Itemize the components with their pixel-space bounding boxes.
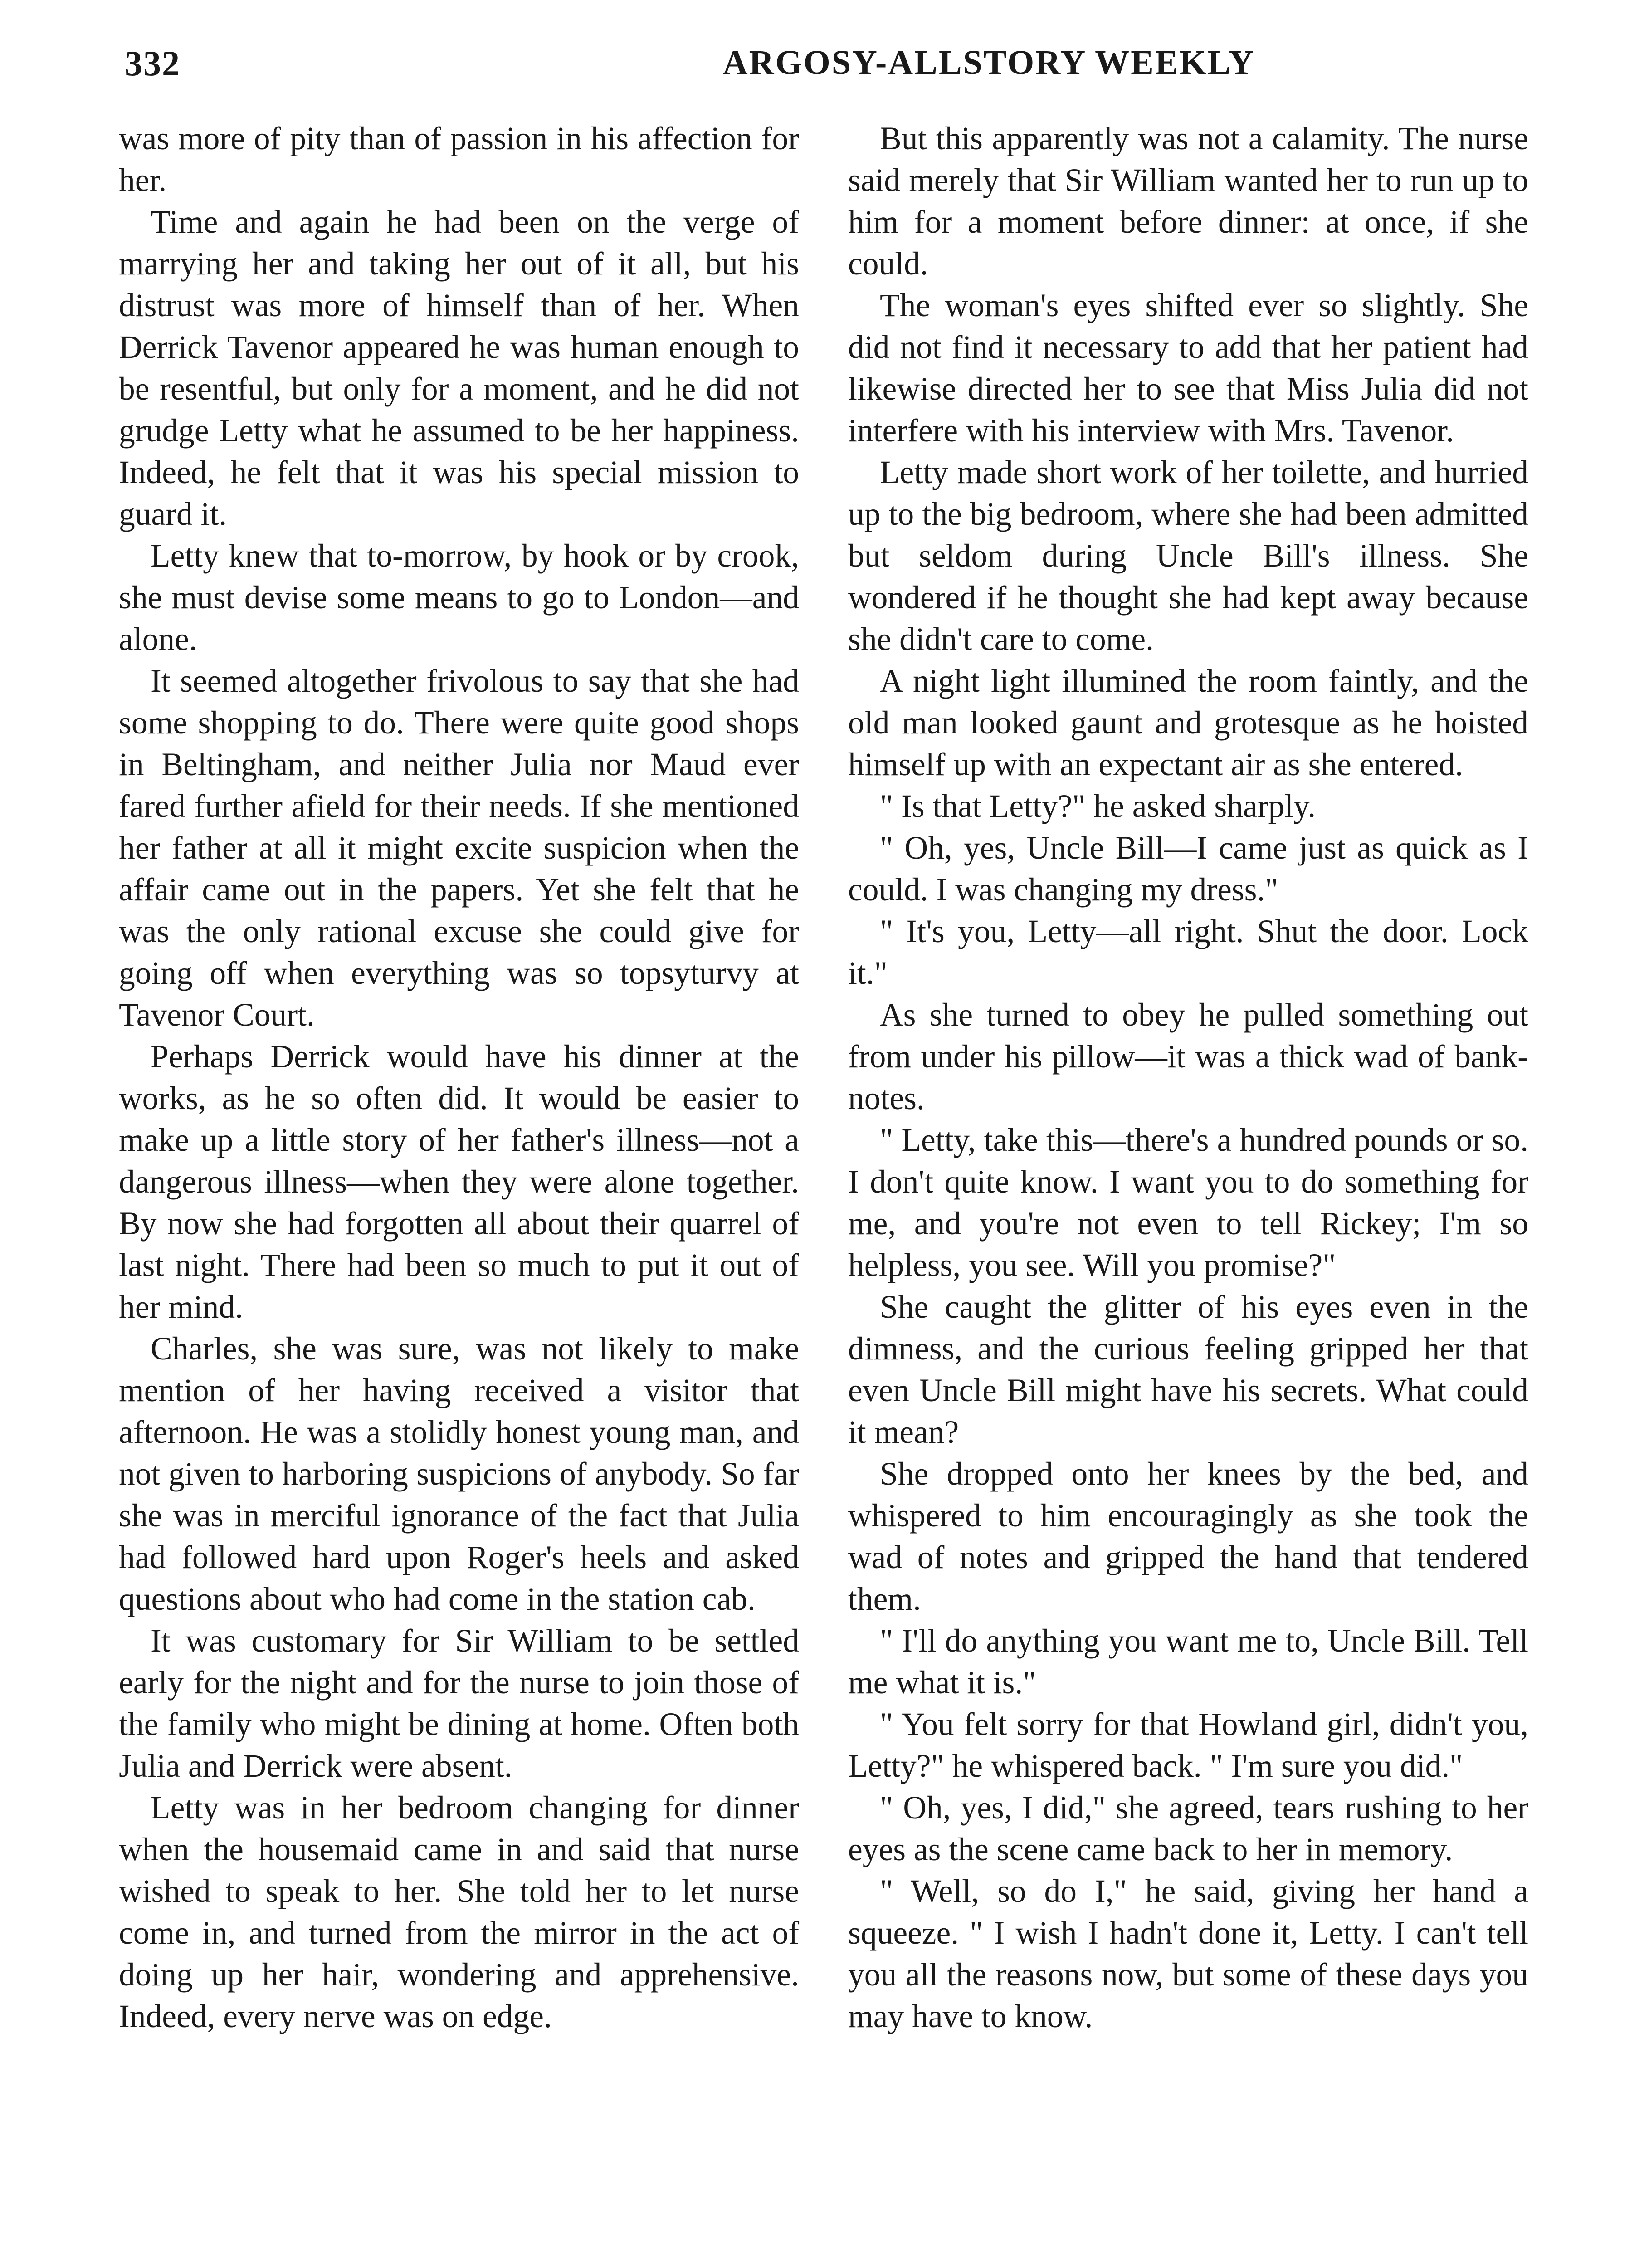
paragraph: " Oh, yes, I did," she agreed, tears rushing to her eyes as the scene came back to her in memory. — [848, 1790, 1528, 1867]
paragraph: Charles, she was sure, was not likely to make mention of her having received a visitor that afternoon. He was a stolidly honest young man, and not given to harboring suspicions of anybody. So far she was in merciful ignorance of the fact that Julia had followed hard upon Roger's heels and asked questions about who had come in the station cab. — [119, 1331, 799, 1617]
paragraph: was more of pity than of passion in his affection for her. — [119, 121, 799, 198]
running-title: ARGOSY-ALLSTORY WEEKLY — [722, 44, 1255, 82]
paragraph: Letty made short work of her toilette, and hurried up to the big bedroom, where she had been admitted but seldom during Uncle Bill's illness. She wondered if he thought she had kept away because she didn't care to come. — [848, 455, 1528, 657]
paragraph: Time and again he had been on the verge of marrying her and taking her out of it all, but his distrust was more of himself than of her. When Derrick Tavenor appeared he was human enough to be resentful, but only for a moment, and he did not grudge Letty what he assumed to be her happiness. Indeed, he felt that it was his special mission to guard it. — [119, 204, 799, 532]
paragraph: " Letty, take this—there's a hundred pounds or so. I don't quite know. I want you to do something for me, and you're not even to tell Rickey; I'm so helpless, you see. Will you promise?" — [848, 1122, 1528, 1283]
paragraph: " Oh, yes, Uncle Bill—I came just as quick as I could. I was changing my dress." — [848, 830, 1528, 908]
paragraph: " I'll do anything you want me to, Uncle Bill. Tell me what it is." — [848, 1623, 1528, 1701]
right-text-column — [848, 118, 1528, 2038]
paragraph: But this apparently was not a calamity. The nurse said merely that Sir William wanted her to run up to him for a moment before dinner: at once, if she could. — [848, 121, 1528, 282]
paragraph: She dropped onto her knees by the bed, and whispered to him encouragingly as she took the wad of notes and gripped the hand that tendered them. — [848, 1456, 1528, 1617]
page-header — [125, 43, 1536, 93]
paragraph: She caught the glitter of his eyes even in the dimness, and the curious feeling gripped her that even Uncle Bill might have his secrets. What could it mean? — [848, 1289, 1528, 1450]
paragraph: Perhaps Derrick would have his dinner at the works, as he so often did. It would be easier to make up a little story of her father's illness—not a dangerous illness—when they were alone together. By now she had forgotten all about their quarrel of last night. There had been so much to put it out of her mind. — [119, 1039, 799, 1325]
paragraph: " It's you, Letty—all right. Shut the door. Lock it." — [848, 914, 1528, 991]
paragraph: It seemed altogether frivolous to say that she had some shopping to do. There were quite good shops in Beltingham, and neither Julia nor Maud ever fared further afield for their needs. If she mentioned her father at all it might excite suspicion when the affair came out in the papers. Yet she felt that he was the only rational excuse she could give for going off when everything was so topsyturvy at Tavenor Court. — [119, 663, 799, 1033]
paragraph: The woman's eyes shifted ever so slightly. She did not find it necessary to add that her patient had likewise directed her to see that Miss Julia did not interfere with his interview with Mrs. Tavenor. — [848, 288, 1528, 449]
paragraph: As she turned to obey he pulled something out from under his pillow—it was a thick wad of bank-notes. — [848, 997, 1528, 1116]
paragraph: " You felt sorry for that Howland girl, didn't you, Letty?" he whispered back. " I'm sure you did." — [848, 1706, 1528, 1784]
paragraph: " Well, so do I," he said, giving her hand a squeeze. " I wish I hadn't done it, Letty. I can't tell you all the reasons now, but some of these days you may have to know. — [848, 1873, 1528, 2034]
paragraph: A night light illumined the room faintly, and the old man looked gaunt and grotesque as he hoisted himself up with an expectant air as she entered. — [848, 663, 1528, 782]
paragraph: It was customary for Sir William to be settled early for the night and for the nurse to join those of the family who might be dining at home. Often both Julia and Derrick were absent. — [119, 1623, 799, 1784]
paragraph: Letty knew that to-morrow, by hook or by crook, she must devise some means to go to London—and alone. — [119, 538, 799, 657]
paragraph: " Is that Letty?" he asked sharply. — [880, 788, 1316, 824]
page-number: 332 — [125, 44, 181, 83]
left-text-column — [119, 118, 799, 2038]
paragraph: Letty was in her bedroom changing for dinner when the housemaid came in and said that nurse wished to speak to her. She told her to let nurse come in, and turned from the mirror in the act of doing up her hair, wondering and apprehensive. Indeed, every nerve was on edge. — [119, 1790, 799, 2034]
